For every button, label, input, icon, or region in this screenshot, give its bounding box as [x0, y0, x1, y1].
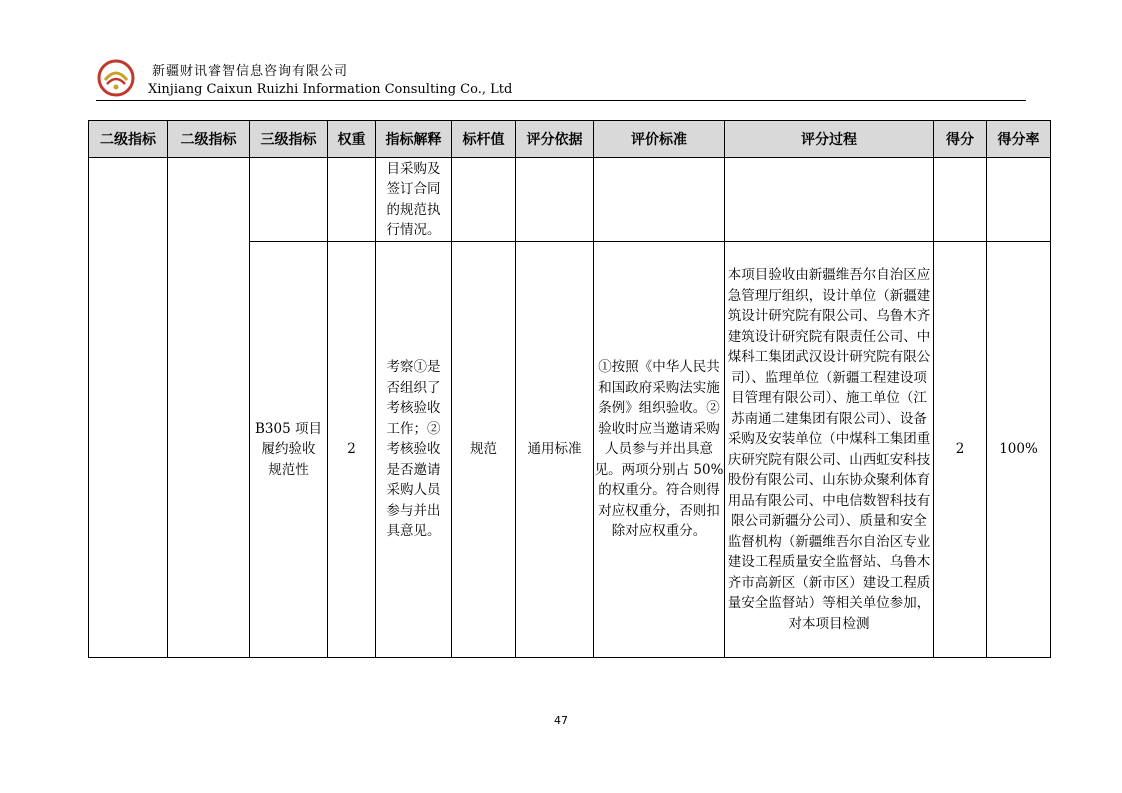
- company-logo-icon: [96, 58, 136, 98]
- cell-tertiary: [250, 158, 328, 242]
- col-header-process: 评分过程: [725, 121, 934, 158]
- company-name-cn: 新疆财讯睿智信息咨询有限公司: [152, 64, 349, 79]
- cell-basis: [516, 158, 594, 242]
- col-header-rate: 得分率: [987, 121, 1051, 158]
- cell-tertiary: B305 项目 履约验收 规范性: [250, 242, 328, 658]
- page-header: [96, 56, 1026, 102]
- cell-basis: 通用标准: [516, 242, 594, 658]
- table-row: [89, 158, 1051, 242]
- cell-process: [725, 158, 934, 242]
- header-rule: [96, 100, 1026, 101]
- cell-score: [934, 158, 987, 242]
- col-header-secondary-2: 二级指标: [168, 121, 250, 158]
- col-header-tertiary: 三级指标: [250, 121, 328, 158]
- cell-benchmark: 规范: [452, 242, 516, 658]
- col-header-benchmark: 标杆值: [452, 121, 516, 158]
- table-header-row: [89, 121, 1051, 158]
- col-header-weight: 权重: [328, 121, 376, 158]
- company-name-en: Xinjiang Caixun Ruizhi Information Consulting Co., Ltd: [148, 82, 513, 97]
- cell-score: 2: [934, 242, 987, 658]
- col-header-score: 得分: [934, 121, 987, 158]
- page-number: 47: [554, 714, 568, 727]
- cell-weight: [328, 158, 376, 242]
- col-header-criteria: 评价标准: [594, 121, 725, 158]
- cell-rate: [987, 158, 1051, 242]
- cell-explanation: 目采购及 签订合同 的规范执 行情况。: [376, 158, 452, 242]
- cell-benchmark: [452, 158, 516, 242]
- cell-explanation: 考察①是 否组织了 考核验收 工作；② 考核验收 是否邀请 采购人员 参与并出 具意见。: [376, 242, 452, 658]
- cell-criteria: ①按照《中华人民共和国政府采购法实施条例》组织验收。②验收时应当邀请采购人员参与并出具意见。两项分别占 50%的权重分。符合则得对应权重分，否则扣除对应权重分。: [594, 242, 725, 658]
- col-header-basis: 评分依据: [516, 121, 594, 158]
- col-header-explanation: 指标解释: [376, 121, 452, 158]
- cell-secondary-1: [89, 158, 168, 658]
- cell-rate: 100%: [987, 242, 1051, 658]
- col-header-secondary-1: 二级指标: [89, 121, 168, 158]
- cell-weight: 2: [328, 242, 376, 658]
- cell-secondary-2: [168, 158, 250, 658]
- cell-process: 本项目验收由新疆维吾尔自治区应急管理厅组织，设计单位（新疆建筑设计研究院有限公司、乌鲁木齐建筑设计研究院有限责任公司、中煤科工集团武汉设计研究院有限公司）、监理单位（新疆工程建设项目管理有限公司）、施工单位（江苏南通二建集团有限公司）、设备采购及安装单位（中煤科工集团重庆研究院有限公司、山西虹安科技股份有限公司、山东协众聚利体育用品有限公司、中电信数智科技有限公司新疆分公司）、质量和安全监督机构（新疆维吾尔自治区专业建设工程质量安全监督站、乌鲁木齐市高新区（新市区）建设工程质量安全监督站）等相关单位参加，对本项目检测: [725, 242, 934, 658]
- cell-criteria: [594, 158, 725, 242]
- evaluation-table: [88, 120, 1051, 658]
